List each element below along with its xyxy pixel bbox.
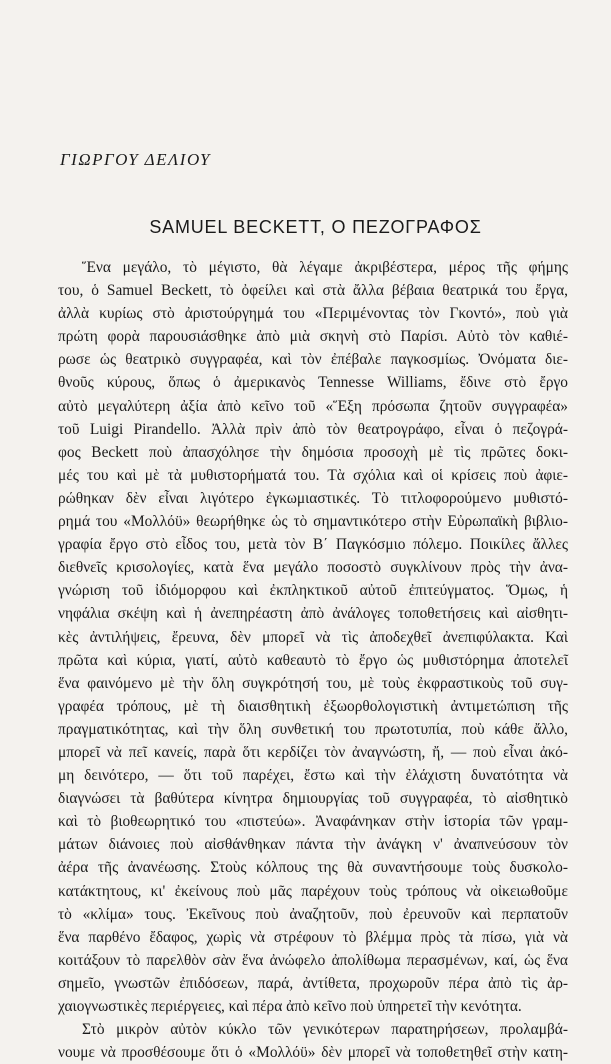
text-line: αὐτὸ μεγαλύτερη ἀξία ἀπὸ κεῖνο τοῦ «Ἕξη πρόσωπα ζητοῦν συγγραφέα» — [58, 397, 568, 415]
text-line: μές του καὶ μὲ τὰ μυθιστορήματά του. Τὰ σχόλια καὶ οἱ κρίσεις ποὺ ἀφιε- — [58, 466, 568, 484]
text-line: ἀέρα τῆς ἀνανέωσης. Στοὺς κόλπους της θὰ συναντήσουμε τοὺς δυσκολο- — [58, 859, 568, 877]
text-line: χαιογνωστικὲς περιέργειες, καὶ πέρα ἀπὸ κεῖνο ποὺ ὑπηρετεῖ τὴν κενότητα. — [58, 998, 522, 1015]
text-line: κὲς ἀντιλήψεις, ἔρευνα, δὲν μπορεῖ νὰ τὶς ἀποδεχθεῖ ἀνεπιφύλακτα. Καὶ — [58, 628, 568, 646]
text-line: γραφέα τρόπους, μὲ τὴ διαισθητικὴ ἐξωορθολογιστικὴ ἀντιμετώπιση τῆς — [58, 697, 568, 715]
text-line: πραγματικότητας, καὶ τὴν ὅλη συνθετική του πρωτοτυπία, ποὺ κάθε ἄλλο, — [58, 720, 568, 738]
text-line: ρημά του «Μολλόϋ» θεωρήθηκε ὡς τὸ σημαντικότερο στὴν Εὐρωπαϊκὴ βιβλιο- — [58, 513, 568, 531]
text-line: Στὸ μικρὸν αὐτὸν κύκλο τῶν γενικότερων παρατηρήσεων, προλαμβά- — [82, 1021, 568, 1039]
author-name: ΓΙΩΡΓΟΥ ΔΕΛΙΟΥ — [60, 150, 211, 169]
paragraph-1 — [58, 256, 568, 1018]
article-body — [58, 256, 568, 1064]
text-line: μπορεῖ νὰ πεῖ κανείς, παρὰ ὅτι κερδίζει τὸν ἀναγνώστη, ἤ, — ποὺ εἶναι ἀκό- — [58, 743, 568, 761]
text-line: γραφία ἔργο στὸ εἶδος του, μετὰ τὸν Β΄ Παγκόσμιο πόλεμο. Ποικίλες ἄλλες — [58, 536, 568, 554]
text-line: πρώτη φορὰ παρουσιάσθηκε ἀπὸ μιὰ σκηνὴ στὸ Παρίσι. Αὐτὸ τὸν καθιέ- — [58, 328, 568, 346]
paragraph-2 — [58, 1018, 568, 1064]
text-line: φος Beckett ποὺ ἀπασχόλησε τὴν δημόσια προσοχὴ μὲ τὶς πρῶτες δοκι- — [58, 443, 568, 461]
text-line: καὶ τὸ βιοθεωρητικό του «πιστεύω». Ἀναφάνηκαν στὴν ἱστορία τῶν γραμ- — [58, 813, 568, 831]
text-line: Ἕνα μεγάλο, τὸ μέγιστο, θὰ λέγαμε ἀκριβέστερα, μέρος τῆς φήμης — [82, 259, 568, 276]
text-line: νηφάλια σκέψη καὶ ἡ ἀνεπηρέαστη ἀπὸ ἀνάλογες τοποθετήσεις καὶ αἰσθητι- — [58, 605, 568, 623]
text-line: διαγνώσει τὰ βαθύτερα κίνητρα δημιουργίας τοῦ συγγραφέα, τὸ αἰσθητικὸ — [58, 790, 568, 808]
text-line: τοῦ Luigi Pirandello. Ἀλλὰ πρὶν ἀπὸ τὸν θεατρογράφο, εἶναι ὁ πεζογρά- — [58, 420, 568, 438]
text-line: ρωσε ὡς θεατρικὸ συγγραφέα, καὶ τὸν ἐπέβαλε παγκοσμίως. Ὀνόματα διε- — [58, 351, 568, 369]
text-line: τὸ «κλίμα» τους. Ἐκεῖνους ποὺ ἀναζητοῦν, ποὺ ἐρευνοῦν καὶ περπατοῦν — [58, 905, 568, 923]
text-line: πρῶτα καὶ κύρια, γιατί, αὐτὸ καθεαυτὸ τὸ ἔργο ὡς μυθιστόρημα ἀποτελεῖ — [58, 651, 568, 669]
text-line: γνώριση τοῦ ἰδιόμορφου καὶ ἐκπληκτικοῦ αὐτοῦ ἐπιτεύγματος. Ὅμως, ἡ — [58, 582, 568, 600]
text-line: ἕνα φαινόμενο μὲ τὴν ὅλη συγκρότησή του, μὲ τοὺς ἐκφραστικοὺς τοῦ συγ- — [58, 674, 568, 692]
text-line: κατάκτητους, κι' ἐκείνους ποὺ μᾶς παρέχουν τοὺς τρόπους νὰ οἰκειωθοῦμε — [58, 882, 568, 900]
article-title: SAMUEL BECKETT, Ο ΠΕΖΟΓΡΑΦΟΣ — [149, 217, 482, 238]
text-line: νουμε νὰ προσθέσουμε ὅτι ὁ «Μολλόϋ» δὲν μπορεῖ νὰ τοποθετηθεῖ στὴν κατη- — [58, 1044, 568, 1062]
text-line: μη δεινότερο, — ὅτι τοῦ παρέχει, ἔστω καὶ τὴν ἐλάχιστη δυνατότητα νὰ — [58, 767, 568, 785]
text-line: του, ὁ Samuel Beckett, τὸ ὀφείλει καὶ στὰ ἄλλα βέβαια θεατρικά του ἔργα, — [58, 282, 568, 300]
text-line: σημεῖο, γνωστῶν ἐπιδόσεων, παρά, ἀντίθετα, προχωροῦν πέρα ἀπὸ τὶς ἀρ- — [58, 974, 568, 992]
text-line: κοιτάξουν τὸ παρελθὸν σὰν ἕνα ἀνώφελο ἀπολίθωμα περασμένων, καί, ὡς ἕνα — [58, 951, 568, 969]
text-line: ρώθηκαν δὲν εἶναι λιγότερο ἐγκωμιαστικές. Τὸ τιτλοφορούμενο μυθιστό- — [58, 489, 568, 507]
text-line: ἀλλὰ κυρίως στὸ ἀριστούργημά του «Περιμένοντας τὸν Γκοντό», ποὺ γιὰ — [58, 305, 568, 323]
text-line: θνοῦς κύρους, ὅπως ὁ ἀμερικανὸς Tennesse Williams, ἔδινε στὸ ἔργο — [58, 374, 568, 392]
text-line: μάτων διάνοιες ποὺ αἰσθάνθηκαν πάντα τὴν ἀνάγκη ν' ἀναπνεύσουν τὸν — [58, 836, 568, 854]
text-line: ἕνα παρθένο ἔδαφος, χωρὶς νὰ στρέφουν τὸ βλέμμα πρὸς τὰ πίσω, γιὰ νὰ — [58, 928, 568, 946]
text-line: διεθνεῖς κρισολογίες, κατὰ ἕνα μεγάλο ποσοστὸ συγκλίνουν πρὸς τὴν ἀνα- — [58, 559, 568, 577]
